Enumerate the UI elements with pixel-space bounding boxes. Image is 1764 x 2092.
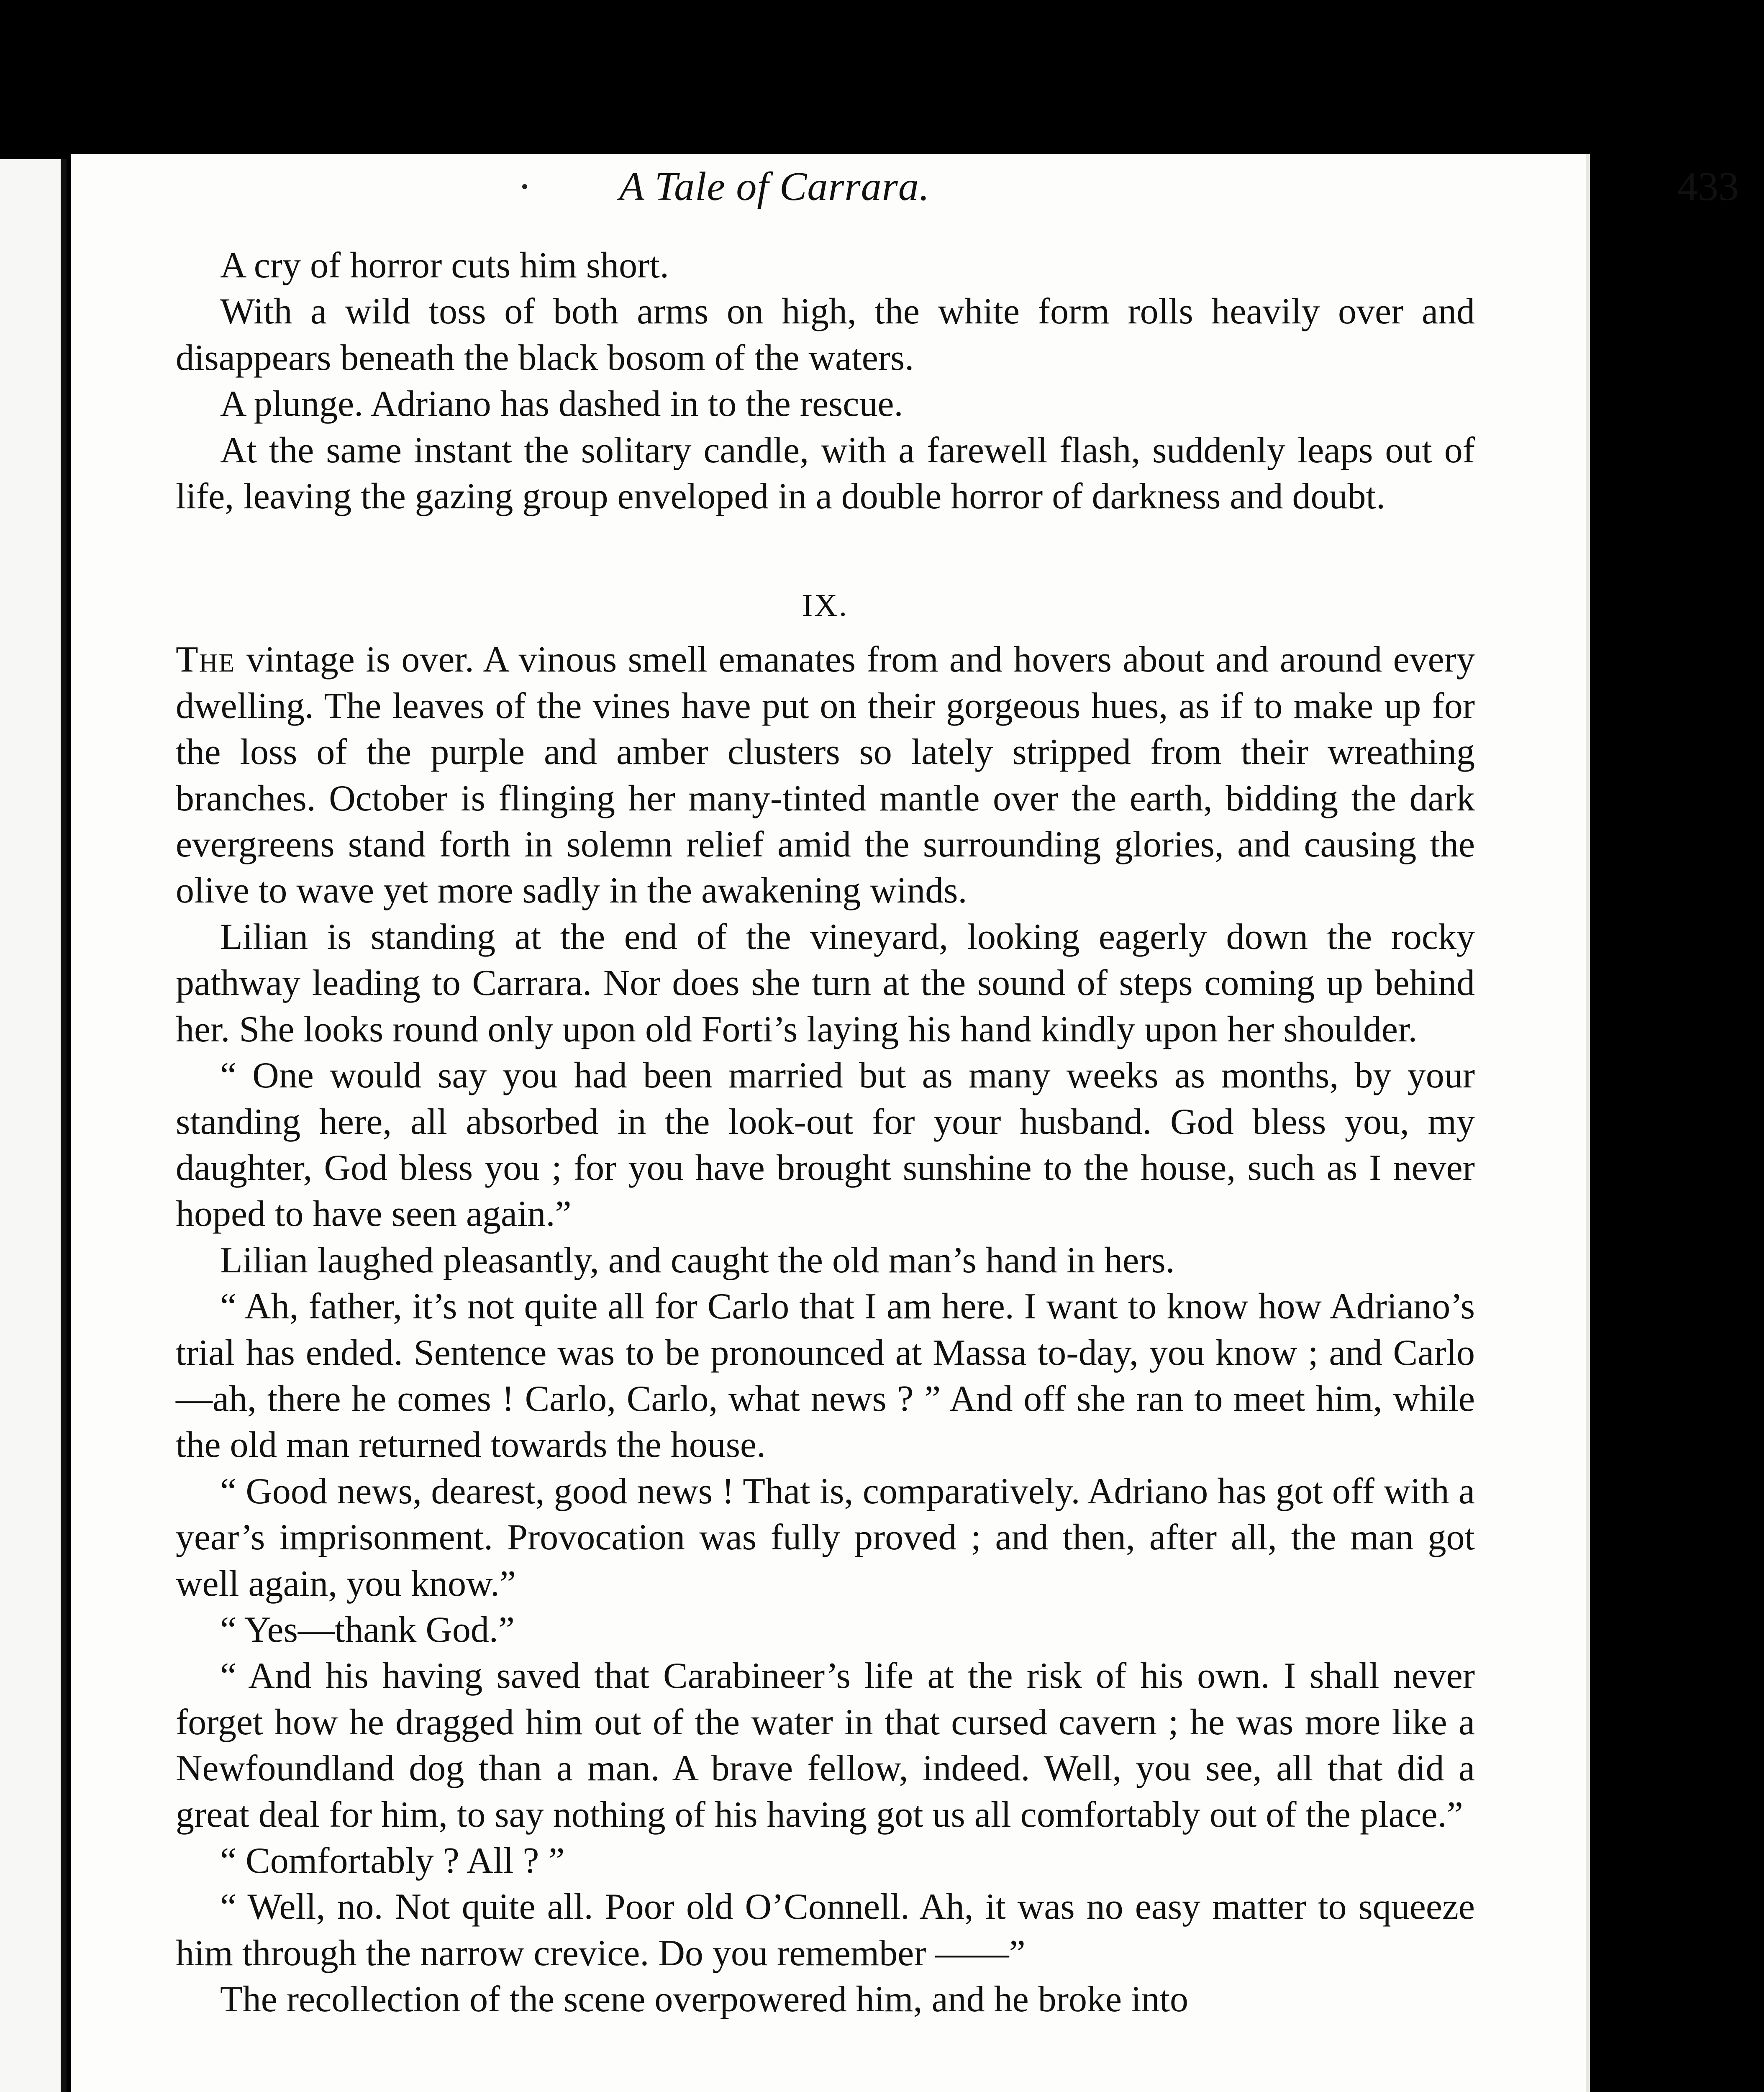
running-title: A Tale of Carrara. xyxy=(619,164,930,209)
paragraph: At the same instant the solitary candle, with a farewell flash, suddenly leaps out of life, leaving the gazing group enveloped in a double horror of darkness and doubt. xyxy=(176,430,1475,517)
paragraph: “ Well, no. Not quite all. Poor old O’Connell. Ah, it was no easy matter to squeeze him through the narrow crevice. Do you remember ——” xyxy=(176,1887,1475,1974)
paragraph-text: vintage is over. A vinous smell emanates from and hovers about and around every dwelling. The leaves of the vines have put on their gorgeous hues, as if to make up for the loss of the purple and amber clusters so lately stripped from their wreathing branches. October is flinging her many-tinted mantle over the earth, bidding the dark evergreens stand forth in solemn relief amid the surrounding glories, and causing the olive to wave yet more sadly in the awakening winds. xyxy=(176,639,1475,911)
paragraph: “ One would say you had been married but as many weeks as months, by your standing here, all absorbed in the look-out for your husband. God bless you, my daughter, God bless you ; for you have brought sunshine to the house, such as I never hoped to have seen again.” xyxy=(176,1055,1475,1235)
paragraph: “ Comfortably ? All ? ” xyxy=(220,1841,565,1881)
page-number: 433 xyxy=(1677,164,1739,209)
paragraph: Lilian laughed pleasantly, and caught the old man’s hand in hers. xyxy=(220,1240,1175,1281)
paragraph xyxy=(176,637,1475,914)
body-text xyxy=(176,243,1475,2023)
paragraph: “ Good news, dearest, good news ! That is, comparatively. Adriano has got off with a year’s imprisonment. Provocation was fully proved ; and then, after all, the man got well again, you know.” xyxy=(176,1471,1475,1604)
paragraph: “ And his having saved that Carabineer’s life at the risk of his own. I shall never forget how he dragged him out of the water in that cursed cavern ; he was more like a Newfoundland dog than a man. A brave fellow, indeed. Well, you see, all that did a great deal for him, to say nothing of his having got us all comfortably out of the place.” xyxy=(176,1656,1475,1835)
paragraph: The recollection of the scene overpowered him, and he broke into xyxy=(220,1979,1188,2020)
paragraph: “ Yes—thank God.” xyxy=(220,1609,515,1650)
paragraph: “ Ah, father, it’s not quite all for Carlo that I am here. I want to know how Adriano’s trial has ended. Sentence was to be pronounced at Massa to-day, you know ; and Carlo—ah, there he comes ! Carlo, Carlo, what news ? ” And off she ran to meet him, while the old man returned towards the house. xyxy=(176,1286,1475,1466)
section-heading: IX. xyxy=(802,588,849,623)
paragraph: With a wild toss of both arms on high, the white form rolls heavily over and disappears beneath the black bosom of the waters. xyxy=(176,291,1475,378)
paragraph: A plunge. Adriano has dashed in to the rescue. xyxy=(220,384,903,425)
facing-page-edge xyxy=(0,159,67,2092)
running-header xyxy=(251,163,1739,213)
drop-lead-word: The xyxy=(176,639,236,680)
paragraph: A cry of horror cuts him short. xyxy=(220,245,669,286)
paragraph: Lilian is standing at the end of the vineyard, looking eagerly down the rocky pathway leading to Carrara. Nor does she turn at the sound of steps coming up behind her. She looks round only upon old Forti’s laying his hand kindly upon her shoulder. xyxy=(176,916,1475,1050)
